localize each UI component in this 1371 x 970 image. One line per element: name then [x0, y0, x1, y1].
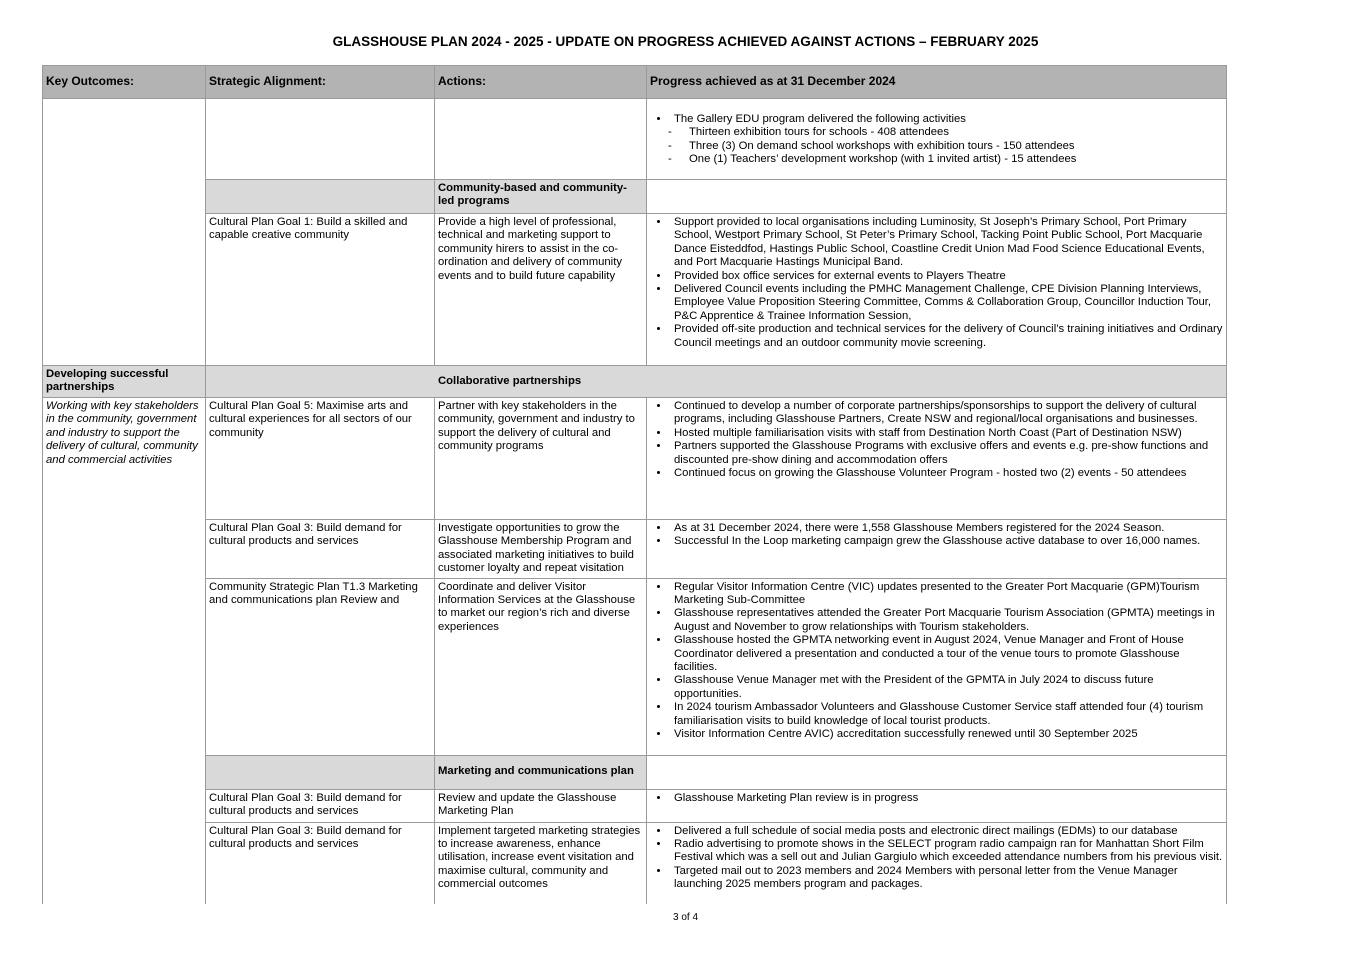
progress-cell [647, 398, 1227, 520]
progress-subitem: - Thirteen exhibition tours for schools - 408 attendees [670, 126, 1223, 139]
action-cell: Implement targeted marketing strategies to increase awareness, enhance utilisation, increase event visitation and maximise cultural, community and commercial outcomes [435, 822, 647, 904]
progress-item: • Delivered a full schedule of social media posts and electronic direct mailings (EDMs) to our database [670, 825, 1223, 838]
alignment-cell: Cultural Plan Goal 1: Build a skilled and capable creative community [206, 214, 435, 366]
progress-item: • In 2024 tourism Ambassador Volunteers and Glasshouse Customer Service staff attended four (4) tourism familiarisation visits to build knowledge of local tourist products. [670, 701, 1223, 728]
progress-item: • Partners supported the Glasshouse Programs with exclusive offers and events e.g. pre-show functions and discounted pre-show dining and accommodation offers [670, 440, 1223, 467]
action-cell: Investigate opportunities to grow the Glasshouse Membership Program and associated marketing initiatives to build customer loyalty and repeat visitation [435, 520, 647, 579]
alignment-cell: Community Strategic Plan T1.3 Marketing and communications plan Review and [206, 578, 435, 755]
section-row [43, 366, 1227, 398]
progress-cell [647, 822, 1227, 904]
table-header-row [43, 66, 1227, 99]
section-title: Community-based and community-led programs [435, 180, 647, 214]
outcome-title: Developing successful partnerships [43, 366, 206, 398]
outcome-cell [43, 99, 206, 366]
action-cell: Partner with key stakeholders in the community, government and industry to support the delivery of cultural and community programs [435, 398, 647, 520]
outcome-description: Working with key stakeholders in the community, government and industry to support the delivery of cultural, community and commercial activities [43, 398, 206, 905]
alignment-cell: Cultural Plan Goal 3: Build demand for cultural products and services [206, 520, 435, 579]
progress-item: • Glasshouse Marketing Plan review is in progress [670, 792, 1223, 805]
alignment-cell: Cultural Plan Goal 3: Build demand for cultural products and services [206, 822, 435, 904]
progress-item: • Radio advertising to promote shows in the SELECT program radio campaign ran for Manhattan Short Film Festival which was a sell out and Julian Gargiulo which exceeded attendance numbers from his previous visit. [670, 838, 1223, 865]
progress-cell [647, 520, 1227, 579]
progress-item: • Visitor Information Centre AVIC) accreditation successfully renewed until 30 September 2025 [670, 728, 1223, 741]
progress-cell [647, 789, 1227, 822]
action-cell: Coordinate and deliver Visitor Information Services at the Glasshouse to market our region’s rich and diverse experiences [435, 578, 647, 755]
progress-item: • Glasshouse hosted the GPMTA networking event in August 2024, Venue Manager and Front of House Coordinator delivered a presentation and conducted a tour of the venue tours to promote Glasshouse facilities. [670, 634, 1223, 674]
action-cell [435, 99, 647, 180]
progress-item: • Continued to develop a number of corporate partnerships/sponsorships to support the delivery of cultural programs, including Glasshouse Partners, Create NSW and regional/local organisations and businesses. [670, 400, 1223, 427]
progress-item: • Provided box office services for external events to Players Theatre [670, 270, 1223, 283]
alignment-cell [206, 99, 435, 180]
section-blank [206, 366, 435, 398]
progress-item: • Hosted multiple familiarisation visits with staff from Destination North Coast (Part of Destination NSW) [670, 427, 1223, 440]
section-blank [647, 180, 1227, 214]
action-cell: Provide a high level of professional, technical and marketing support to community hirers to assist in the co-ordination and delivery of community events and to build future capability [435, 214, 647, 366]
table-row [43, 822, 1227, 904]
header-key-outcomes: Key Outcomes: [43, 66, 206, 99]
section-blank [206, 755, 435, 789]
progress-item: • Targeted mail out to 2023 members and 2024 Members with personal letter from the Venue Manager launching 2025 members program and packages. [670, 865, 1223, 892]
progress-item: • Continued focus on growing the Glasshouse Volunteer Program - hosted two (2) events - 50 attendees [670, 467, 1223, 480]
progress-subitem: - Three (3) On demand school workshops with exhibition tours - 150 attendees [670, 140, 1223, 153]
table-row [43, 520, 1227, 579]
progress-table [42, 65, 1227, 904]
table-row [43, 578, 1227, 755]
progress-item: • Provided off-site production and technical services for the delivery of Council’s training initiatives and Ordinary Council meetings and an outdoor community movie screening. [670, 323, 1223, 350]
table-row [43, 214, 1227, 366]
progress-item: • Support provided to local organisations including Luminosity, St Joseph’s Primary School, Port Primary School, Westport Primary School, St Peter’s Primary School, Tacking Point Public School, Port Macquarie Dance Eisteddfod, Hastings Public School, Coastline Credit Union Mad Food Science Educational Events, and Port Macquarie Hastings Municipal Band. [670, 216, 1223, 270]
page-title: GLASSHOUSE PLAN 2024 - 2025 - UPDATE ON PROGRESS ACHIEVED AGAINST ACTIONS – FEBRUARY 2025 [332, 34, 1039, 49]
section-blank [206, 180, 435, 214]
alignment-cell: Cultural Plan Goal 3: Build demand for cultural products and services [206, 789, 435, 822]
section-row [43, 755, 1227, 789]
progress-cell [647, 99, 1227, 180]
progress-cell [647, 214, 1227, 366]
progress-item: • The Gallery EDU program delivered the following activities [670, 113, 1223, 126]
progress-item: • As at 31 December 2024, there were 1,558 Glasshouse Members registered for the 2024 Season. [670, 522, 1223, 535]
header-actions: Actions: [435, 66, 647, 99]
table-row [43, 99, 1227, 180]
progress-cell [647, 578, 1227, 755]
progress-item: • Glasshouse Venue Manager met with the President of the GPMTA in July 2024 to discuss future opportunities. [670, 674, 1223, 701]
progress-item: • Glasshouse representatives attended the Greater Port Macquarie Tourism Association (GPMTA) meetings in August and November to grow relationships with Tourism stakeholders. [670, 607, 1223, 634]
alignment-cell: Cultural Plan Goal 5: Maximise arts and cultural experiences for all sectors of our community [206, 398, 435, 520]
section-title: Collaborative partnerships [435, 366, 1227, 398]
table-row [43, 398, 1227, 520]
section-title: Marketing and communications plan [435, 755, 647, 789]
progress-subitem: - One (1) Teachers’ development workshop (with 1 invited artist) - 15 attendees [670, 153, 1223, 166]
progress-item: • Regular Visitor Information Centre (VIC) updates presented to the Greater Port Macquarie (GPM)Tourism Marketing Sub-Committee [670, 581, 1223, 608]
section-blank [647, 755, 1227, 789]
header-strategic-alignment: Strategic Alignment: [206, 66, 435, 99]
progress-item: • Successful In the Loop marketing campaign grew the Glasshouse active database to over 16,000 names. [670, 535, 1223, 548]
table-row [43, 789, 1227, 822]
progress-item: • Delivered Council events including the PMHC Management Challenge, CPE Division Planning Interviews, Employee Value Proposition Steering Committee, Comms & Collaboration Group, Councillor Induction Tour, P&C Apprentice & Trainee Information Session, [670, 283, 1223, 323]
header-progress: Progress achieved as at 31 December 2024 [647, 66, 1227, 99]
action-cell: Review and update the Glasshouse Marketing Plan [435, 789, 647, 822]
page-number: 3 of 4 [672, 912, 699, 923]
section-row [43, 180, 1227, 214]
